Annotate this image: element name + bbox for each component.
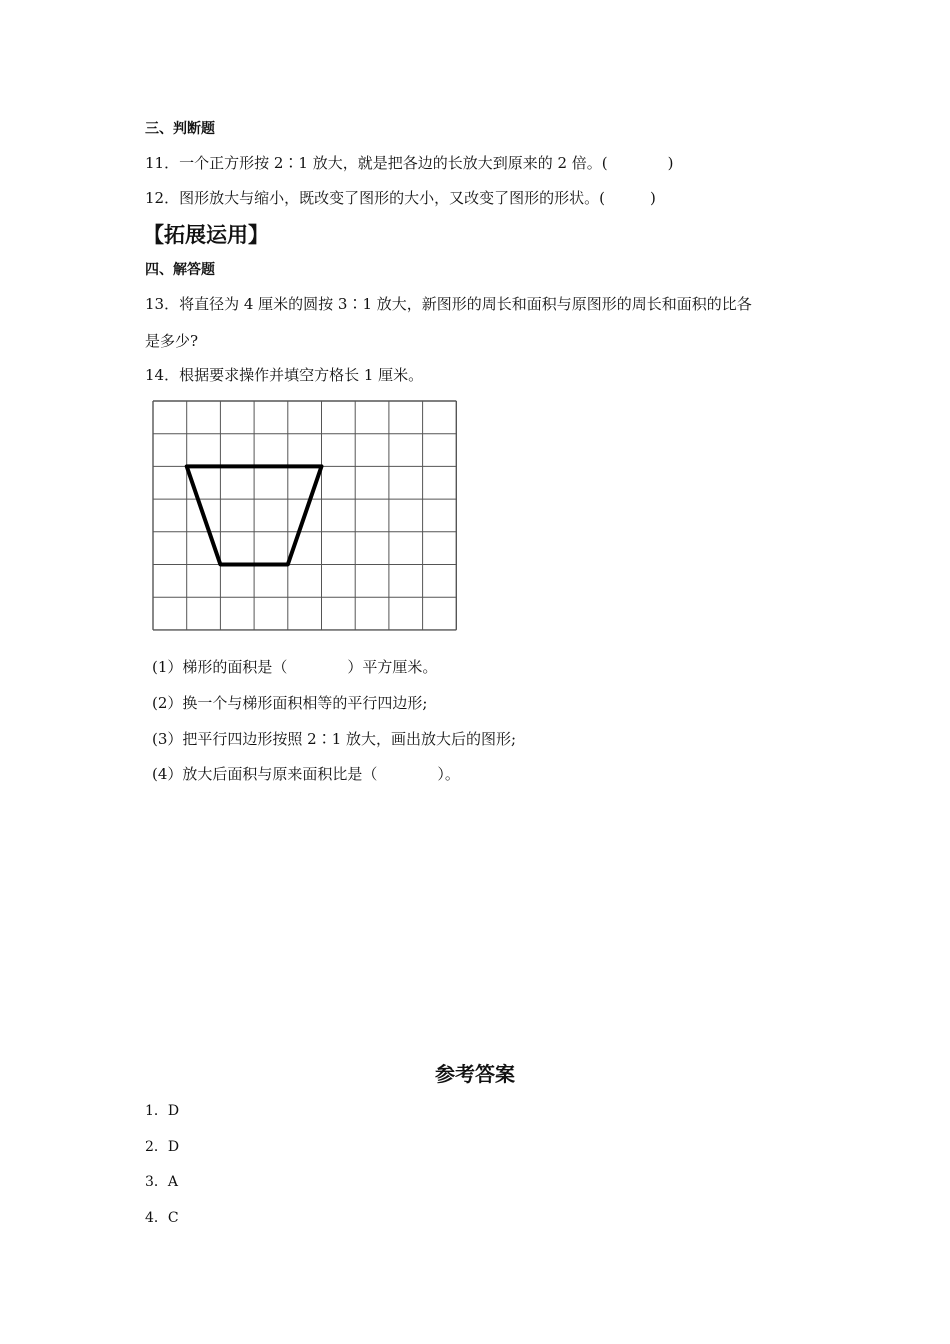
grid-figure <box>152 400 458 632</box>
question-13-line1: 13．将直径为 4 厘米的圆按 3∶1 放大，新图形的周长和面积与原图形的周长和面积的比各 <box>145 295 752 313</box>
heading-extend: 【拓展运用】 <box>143 223 269 247</box>
section-title-judgement: 三、判断题 <box>145 121 215 137</box>
question-14-sub2: (2）换一个与梯形面积相等的平行四边形; <box>152 694 428 712</box>
answer-item: 4．C <box>145 1210 179 1226</box>
question-14-sub4: (4）放大后面积与原来面积比是（ ）。 <box>152 765 460 783</box>
question-11: 11．一个正方形按 2∶1 放大，就是把各边的长放大到原来的 2 倍。( ) <box>145 154 674 172</box>
question-14-stem: 14．根据要求操作并填空方格长 1 厘米。 <box>145 366 424 384</box>
question-14-sub3: (3）把平行四边形按照 2∶1 放大，画出放大后的图形; <box>152 730 517 748</box>
section-title-solve: 四、解答题 <box>145 262 215 278</box>
question-12: 12．图形放大与缩小，既改变了图形的大小，又改变了图形的形状。( ) <box>145 189 656 207</box>
answer-item: 3．A <box>145 1174 179 1190</box>
answers-title: 参考答案 <box>435 1062 515 1086</box>
answer-item: 1．D <box>145 1103 180 1119</box>
answer-item: 2．D <box>145 1139 180 1155</box>
question-13-line2: 是多少? <box>145 332 199 350</box>
question-14-sub1: (1）梯形的面积是（ ）平方厘米。 <box>152 658 438 676</box>
